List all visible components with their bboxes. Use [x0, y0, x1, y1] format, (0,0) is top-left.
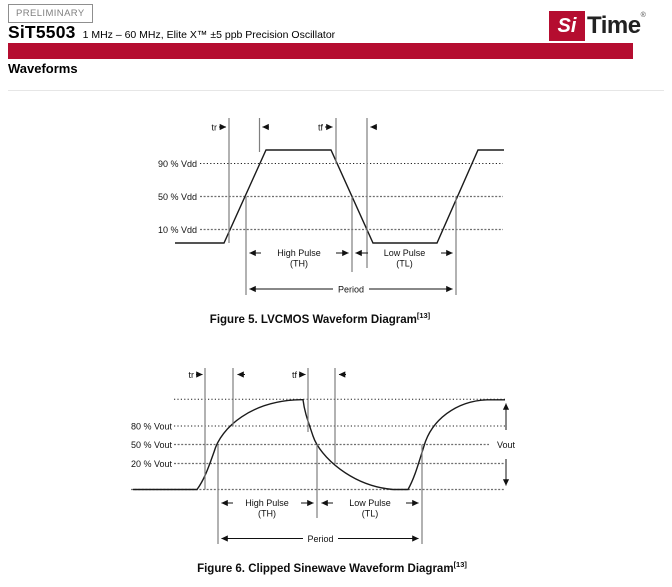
level-label-80pct: 80 % Vout — [130, 421, 172, 432]
tr-label: tr — [211, 122, 217, 133]
level-label-20pct: 20 % Vout — [130, 459, 172, 469]
period-label: Period — [337, 284, 365, 295]
footnote-ref: [13] — [416, 311, 431, 320]
logo-si-mark: Si — [549, 11, 585, 41]
section-divider — [8, 90, 664, 91]
low-pulse-label: Low Pulse — [349, 498, 391, 508]
low-pulse-symbol: (TL) — [396, 258, 413, 269]
low-pulse-symbol: (TL) — [361, 508, 379, 519]
high-pulse-symbol: (TH) — [258, 508, 276, 519]
vout-label: Vout — [496, 440, 516, 450]
figure5-diagram — [0, 100, 672, 305]
level-label-10pct: 10 % Vdd — [157, 225, 197, 235]
sitime-logo — [549, 11, 646, 41]
header-accent-rule — [8, 43, 633, 59]
high-pulse-label: High Pulse — [277, 248, 321, 258]
tr-label: tr — [188, 370, 194, 380]
caption-text: Figure 6. Clipped Sinewave Waveform Diagram — [197, 562, 454, 575]
figure5-caption — [140, 311, 500, 326]
title-row — [8, 22, 335, 43]
tf-label: tf — [317, 122, 323, 133]
period-label: Period — [307, 534, 334, 544]
part-number: SiT5503 — [8, 22, 76, 42]
high-pulse-label: High Pulse — [245, 498, 289, 508]
caption-text: Figure 5. LVCMOS Waveform Diagram — [209, 313, 417, 326]
logo-time-text: Time — [587, 12, 641, 39]
figure6-caption — [152, 560, 512, 575]
part-subtitle: 1 MHz – 60 MHz, Elite X™ ±5 ppb Precision Oscillator — [82, 29, 336, 41]
footnote-ref: [13] — [453, 560, 467, 569]
logo-trademark-icon: ® — [640, 12, 646, 19]
status-badge: PRELIMINARY — [8, 4, 93, 23]
tf-label: tf — [291, 370, 297, 380]
level-label-50pct: 50 % Vout — [130, 440, 172, 450]
level-label-90pct: 90 % Vdd — [157, 159, 197, 169]
level-label-50pct: 50 % Vdd — [157, 192, 197, 202]
figure6-diagram — [0, 360, 672, 555]
low-pulse-label: Low Pulse — [383, 248, 426, 258]
section-title: Waveforms — [8, 61, 78, 76]
high-pulse-symbol: (TH) — [290, 258, 308, 269]
